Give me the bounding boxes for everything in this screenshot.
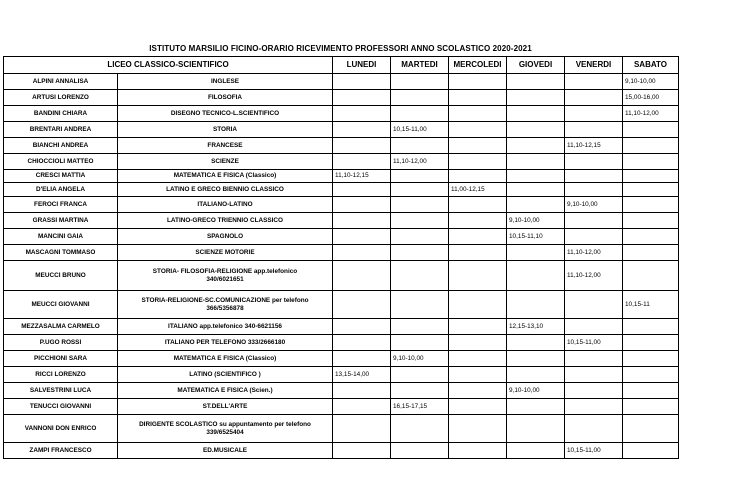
time-slot-lunedi (333, 291, 391, 319)
time-slot-venerdi (565, 399, 623, 415)
time-slot-venerdi (565, 291, 623, 319)
subject-text: SCIENZE MOTORIE (195, 248, 255, 256)
subject-text: INGLESE (210, 77, 240, 85)
time-slot-venerdi (565, 122, 623, 138)
subject-cell (118, 443, 333, 459)
subject-phone: 340/6021651 (206, 275, 244, 283)
time-slot-sabato (623, 383, 679, 399)
time-slot-mercoledi (449, 74, 507, 90)
time-slot-mercoledi (449, 154, 507, 170)
time-slot-mercoledi (449, 383, 507, 399)
time-slot-lunedi (333, 261, 391, 291)
day-header-giovedi: GIOVEDI (507, 57, 565, 74)
teacher-name: CRESCI MATTIA (4, 170, 118, 183)
time-slot-martedi (391, 213, 449, 229)
subject-cell (118, 122, 333, 138)
subject-cell (118, 367, 333, 383)
time-slot-giovedi: 9,10-10,00 (507, 383, 565, 399)
table-row (4, 138, 679, 154)
time-slot-venerdi (565, 319, 623, 335)
time-slot-mercoledi (449, 443, 507, 459)
subject-cell (118, 197, 333, 213)
time-slot-venerdi (565, 74, 623, 90)
time-slot-mercoledi: 11,00-12,15 (449, 183, 507, 197)
time-slot-giovedi (507, 183, 565, 197)
subject-text: ITALIANO-LATINO (197, 200, 253, 208)
table-row (4, 335, 679, 351)
subject-cell (118, 291, 333, 319)
subject-text: LATINO-GRECO TRIENNIO CLASSICO (167, 216, 283, 224)
subject-text: DIRIGENTE SCOLASTICO su appuntamento per telefono (139, 421, 311, 428)
table-row (4, 154, 679, 170)
time-slot-venerdi (565, 383, 623, 399)
table-row (4, 183, 679, 197)
subject-cell (118, 335, 333, 351)
time-slot-lunedi (333, 74, 391, 90)
time-slot-mercoledi (449, 367, 507, 383)
time-slot-sabato (623, 261, 679, 291)
time-slot-martedi (391, 319, 449, 335)
teacher-name: RICCI LORENZO (4, 367, 118, 383)
time-slot-mercoledi (449, 197, 507, 213)
table-row (4, 213, 679, 229)
time-slot-venerdi: 11,10-12,00 (565, 245, 623, 261)
subject-cell (118, 213, 333, 229)
teacher-name: GRASSI MARTINA (4, 213, 118, 229)
time-slot-giovedi (507, 245, 565, 261)
time-slot-lunedi (333, 213, 391, 229)
teacher-name: MEUCCI BRUNO (4, 261, 118, 291)
teacher-name: BANDINI CHIARA (4, 106, 118, 122)
table-row (4, 170, 679, 183)
teacher-name: PICCHIONI SARA (4, 351, 118, 367)
table-row (4, 122, 679, 138)
teacher-name: MEUCCI GIOVANNI (4, 291, 118, 319)
subject-text: MATEMATICA E FISICA (Classico) (173, 172, 277, 180)
subject-cell (118, 90, 333, 106)
time-slot-lunedi (333, 229, 391, 245)
subject-text: ITALIANO app.telefonico 340-6621156 (168, 322, 282, 330)
time-slot-giovedi (507, 399, 565, 415)
subject-text: MATEMATICA E FISICA (Scien.) (177, 386, 273, 394)
time-slot-martedi (391, 291, 449, 319)
subject-cell (118, 229, 333, 245)
subject-phone: 366/5356878 (206, 304, 244, 312)
table-row (4, 261, 679, 291)
time-slot-lunedi (333, 335, 391, 351)
time-slot-mercoledi (449, 319, 507, 335)
time-slot-venerdi (565, 90, 623, 106)
subject-text: DISEGNO TECNICO-L.SCIENTIFICO (170, 109, 280, 117)
day-header-mercoledi: MERCOLEDI (449, 57, 507, 74)
time-slot-sabato (623, 183, 679, 197)
time-slot-venerdi (565, 154, 623, 170)
subject-cell (118, 170, 333, 183)
subject-cell (118, 138, 333, 154)
time-slot-lunedi: 13,15-14,00 (333, 367, 391, 383)
time-slot-giovedi (507, 335, 565, 351)
time-slot-sabato (623, 399, 679, 415)
time-slot-lunedi (333, 122, 391, 138)
time-slot-mercoledi (449, 106, 507, 122)
table-row (4, 319, 679, 335)
subject-text: STORIA-RELIGIONE-SC.COMUNICAZIONE per telefono (141, 297, 309, 304)
time-slot-sabato (623, 245, 679, 261)
time-slot-lunedi (333, 183, 391, 197)
day-header-venerdi: VENERDI (565, 57, 623, 74)
time-slot-venerdi: 10,15-11,00 (565, 335, 623, 351)
time-slot-mercoledi (449, 170, 507, 183)
table-row (4, 74, 679, 90)
subject-text: SPAGNOLO (206, 232, 244, 240)
subject-text: ED.MUSICALE (202, 446, 248, 454)
time-slot-giovedi (507, 351, 565, 367)
time-slot-lunedi (333, 90, 391, 106)
subject-cell (118, 106, 333, 122)
time-slot-martedi (391, 415, 449, 443)
time-slot-martedi (391, 170, 449, 183)
subject-cell (118, 415, 333, 443)
time-slot-venerdi (565, 183, 623, 197)
subject-cell (118, 351, 333, 367)
table-row (4, 351, 679, 367)
teacher-name: MANCINI GAIA (4, 229, 118, 245)
teacher-name: BRENTARI ANDREA (4, 122, 118, 138)
teacher-name: D'ELIA ANGELA (4, 183, 118, 197)
subject-text: ITALIANO PER TELEFONO 333/2666180 (164, 338, 286, 346)
section-header: LICEO CLASSICO-SCIENTIFICO (4, 57, 333, 74)
reception-schedule-table (3, 56, 679, 459)
time-slot-martedi (391, 106, 449, 122)
table-row (4, 106, 679, 122)
time-slot-martedi (391, 245, 449, 261)
teacher-name: BIANCHI ANDREA (4, 138, 118, 154)
time-slot-martedi (391, 335, 449, 351)
time-slot-sabato (623, 335, 679, 351)
time-slot-lunedi (333, 399, 391, 415)
time-slot-martedi: 9,10-10,00 (391, 351, 449, 367)
time-slot-sabato (623, 122, 679, 138)
table-row (4, 229, 679, 245)
time-slot-sabato (623, 154, 679, 170)
time-slot-giovedi (507, 154, 565, 170)
time-slot-giovedi (507, 74, 565, 90)
time-slot-sabato (623, 351, 679, 367)
subject-text: ST.DELL'ARTE (202, 402, 248, 410)
subject-text: STORIA- FILOSOFIA-RELIGIONE app.telefonico (152, 268, 298, 275)
subject-cell (118, 383, 333, 399)
time-slot-sabato (623, 415, 679, 443)
subject-cell (118, 154, 333, 170)
time-slot-sabato: 11,10-12,00 (623, 106, 679, 122)
time-slot-mercoledi (449, 399, 507, 415)
time-slot-martedi: 11,10-12,00 (391, 154, 449, 170)
subject-text: LATINO E GRECO BIENNIO CLASSICO (166, 185, 284, 193)
time-slot-sabato (623, 319, 679, 335)
table-row (4, 197, 679, 213)
time-slot-venerdi (565, 229, 623, 245)
time-slot-sabato (623, 138, 679, 154)
time-slot-venerdi (565, 351, 623, 367)
subject-cell (118, 399, 333, 415)
time-slot-lunedi (333, 197, 391, 213)
time-slot-martedi: 16,15-17,15 (391, 399, 449, 415)
time-slot-martedi (391, 138, 449, 154)
teacher-name: SALVESTRINI LUCA (4, 383, 118, 399)
table-row (4, 291, 679, 319)
time-slot-mercoledi (449, 245, 507, 261)
table-header-row (4, 57, 679, 74)
subject-cell (118, 74, 333, 90)
table-row (4, 90, 679, 106)
time-slot-giovedi (507, 106, 565, 122)
teacher-name: P.UGO ROSSI (4, 335, 118, 351)
subject-text: SCIENZE (211, 157, 239, 165)
teacher-name: MASCAGNI TOMMASO (4, 245, 118, 261)
time-slot-sabato: 15,00-16,00 (623, 90, 679, 106)
table-row (4, 367, 679, 383)
time-slot-mercoledi (449, 351, 507, 367)
subject-cell (118, 261, 333, 291)
time-slot-venerdi (565, 106, 623, 122)
time-slot-venerdi: 9,10-10,00 (565, 197, 623, 213)
time-slot-martedi (391, 74, 449, 90)
table-row (4, 399, 679, 415)
subject-cell (118, 245, 333, 261)
time-slot-giovedi (507, 367, 565, 383)
time-slot-giovedi (507, 170, 565, 183)
time-slot-venerdi (565, 170, 623, 183)
time-slot-mercoledi (449, 261, 507, 291)
time-slot-martedi (391, 443, 449, 459)
teacher-name: ALPINI ANNALISA (4, 74, 118, 90)
time-slot-venerdi: 11,10-12,15 (565, 138, 623, 154)
time-slot-lunedi (333, 443, 391, 459)
subject-cell (118, 319, 333, 335)
time-slot-lunedi (333, 351, 391, 367)
time-slot-giovedi (507, 122, 565, 138)
time-slot-sabato: 10,15-11 (623, 291, 679, 319)
time-slot-lunedi (333, 154, 391, 170)
time-slot-lunedi (333, 106, 391, 122)
time-slot-venerdi (565, 415, 623, 443)
subject-text: FILOSOFIA (207, 93, 243, 101)
time-slot-lunedi (333, 245, 391, 261)
time-slot-giovedi (507, 291, 565, 319)
time-slot-martedi (391, 367, 449, 383)
time-slot-mercoledi (449, 415, 507, 443)
teacher-name: TENUCCI GIOVANNI (4, 399, 118, 415)
document-title: ISTITUTO MARSILIO FICINO-ORARIO RICEVIMENTO PROFESSORI ANNO SCOLASTICO 2020-2021 (149, 44, 532, 53)
teacher-name: ARTUSI LORENZO (4, 90, 118, 106)
time-slot-lunedi (333, 383, 391, 399)
time-slot-venerdi (565, 213, 623, 229)
time-slot-mercoledi (449, 90, 507, 106)
time-slot-sabato: 9,10-10,00 (623, 74, 679, 90)
time-slot-mercoledi (449, 138, 507, 154)
time-slot-sabato (623, 229, 679, 245)
time-slot-martedi (391, 90, 449, 106)
time-slot-giovedi (507, 261, 565, 291)
time-slot-giovedi (507, 443, 565, 459)
subject-text: FRANCESE (207, 141, 243, 149)
time-slot-giovedi (507, 415, 565, 443)
time-slot-mercoledi (449, 291, 507, 319)
table-row (4, 443, 679, 459)
time-slot-sabato (623, 443, 679, 459)
time-slot-sabato (623, 367, 679, 383)
time-slot-martedi (391, 229, 449, 245)
day-header-martedi: MARTEDI (391, 57, 449, 74)
time-slot-martedi (391, 197, 449, 213)
time-slot-martedi (391, 383, 449, 399)
time-slot-martedi (391, 183, 449, 197)
subject-text: LATINO (SCIENTIFICO ) (189, 370, 261, 378)
day-header-lunedi: LUNEDI (333, 57, 391, 74)
subject-text: MATEMATICA E FISICA (Classico) (173, 354, 277, 362)
time-slot-giovedi: 12,15-13,10 (507, 319, 565, 335)
time-slot-venerdi: 11,10-12,00 (565, 261, 623, 291)
time-slot-sabato (623, 213, 679, 229)
time-slot-giovedi (507, 90, 565, 106)
time-slot-giovedi: 9,10-10,00 (507, 213, 565, 229)
time-slot-venerdi (565, 367, 623, 383)
time-slot-giovedi (507, 197, 565, 213)
time-slot-giovedi (507, 138, 565, 154)
teacher-name: FEROCI FRANCA (4, 197, 118, 213)
time-slot-sabato (623, 170, 679, 183)
time-slot-martedi (391, 261, 449, 291)
subject-text: STORIA (212, 125, 238, 133)
time-slot-giovedi: 10,15-11,10 (507, 229, 565, 245)
table-row (4, 415, 679, 443)
time-slot-sabato (623, 197, 679, 213)
teacher-name: ZAMPI FRANCESCO (4, 443, 118, 459)
time-slot-mercoledi (449, 229, 507, 245)
subject-phone: 339/6525404 (206, 428, 244, 436)
time-slot-mercoledi (449, 122, 507, 138)
time-slot-lunedi (333, 319, 391, 335)
teacher-name: VANNONI DON ENRICO (4, 415, 118, 443)
time-slot-lunedi (333, 138, 391, 154)
time-slot-lunedi: 11,10-12,15 (333, 170, 391, 183)
time-slot-mercoledi (449, 335, 507, 351)
subject-cell (118, 183, 333, 197)
teacher-name: CHIOCCIOLI MATTEO (4, 154, 118, 170)
table-row (4, 383, 679, 399)
table-row (4, 245, 679, 261)
time-slot-mercoledi (449, 213, 507, 229)
time-slot-lunedi (333, 415, 391, 443)
time-slot-martedi: 10,15-11,00 (391, 122, 449, 138)
day-header-sabato: SABATO (623, 57, 679, 74)
time-slot-venerdi: 10,15-11,00 (565, 443, 623, 459)
teacher-name: MEZZASALMA CARMELO (4, 319, 118, 335)
